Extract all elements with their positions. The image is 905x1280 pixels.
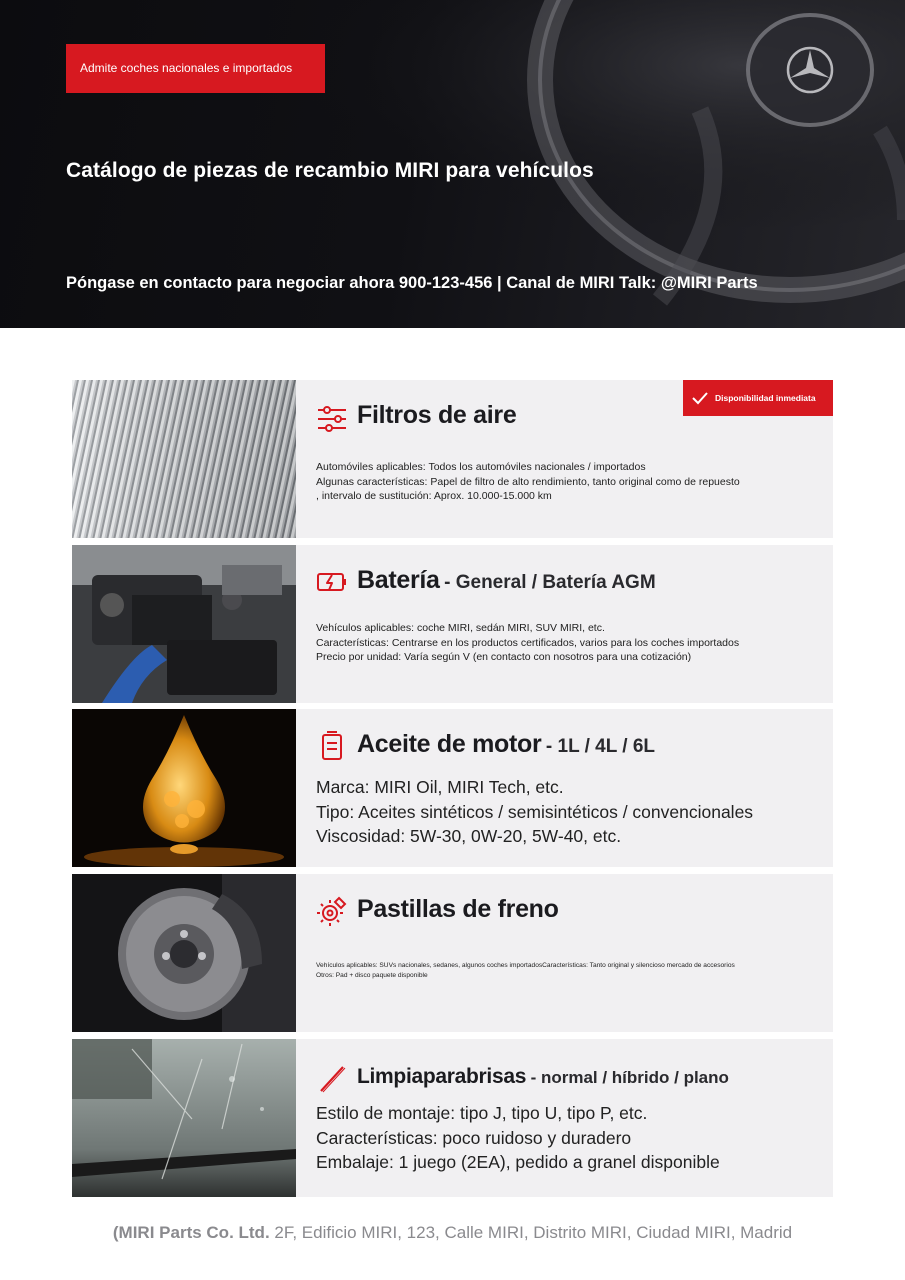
product-card-wipers <box>72 1039 833 1197</box>
availability-badge: Disponibilidad inmediata <box>683 380 833 416</box>
product-description: Automóviles aplicables: Todos los automóviles nacionales / importados Algunas características: Papel de filtro de alto rendimiento, tanto original como de repuesto , intervalo de sustitución: Aprox. 10.000-15.000 km <box>316 461 740 502</box>
product-title: Pastillas de freno <box>357 895 559 923</box>
company-name: (MIRI Parts Co. Ltd. <box>112 1223 270 1242</box>
product-description: Vehículos aplicables: coche MIRI, sedán MIRI, SUV MIRI, etc. Características: Centrarse en los productos certificados, varios para los coches importados Precio por unidad: Varía según V (en contacto con nosotros para una cotización) <box>316 622 740 663</box>
windshield-wiper-photo <box>72 1039 296 1197</box>
oil-can-icon <box>315 729 349 763</box>
sliders-icon <box>315 402 349 436</box>
air-filter-photo <box>72 380 296 538</box>
product-title: Aceite de motor - 1L / 4L / 6L <box>357 730 656 758</box>
oil-drop-photo <box>72 709 296 867</box>
product-description: Marca: MIRI Oil, MIRI Tech, etc. Tipo: Aceites sintéticos / semisintéticos / convencionales Viscosidad: 5W-30, 0W-20, 5W-40, etc. <box>316 777 754 846</box>
brake-disc-photo <box>72 874 296 1032</box>
product-title: Batería - General / Batería AGM <box>357 566 656 594</box>
product-card-air-filter <box>72 380 833 538</box>
product-card-brake-pads <box>72 874 833 1032</box>
product-title: Filtros de aire <box>357 401 517 429</box>
product-description: Vehículos aplicables: SUVs nacionales, sedanes, algunos coches importadosCaracterísticas: Tanto original y silencioso mercado de accesorios Otros: Pad + disco paquete disponible <box>316 962 735 979</box>
footer-address <box>0 1223 905 1243</box>
product-card-battery <box>72 545 833 703</box>
hero-badge: Admite coches nacionales e importados <box>66 44 325 93</box>
address-text: 2F, Edificio MIRI, 123, Calle MIRI, Distrito MIRI, Ciudad MIRI, Madrid <box>274 1223 793 1242</box>
gear-wrench-icon <box>315 894 349 928</box>
hero-banner <box>0 0 905 328</box>
page-title: Catálogo de piezas de recambio MIRI para vehículos <box>66 159 594 182</box>
contact-line: Póngase en contacto para negociar ahora 900-123-456 | Canal de MIRI Talk: @MIRI Parts <box>66 274 758 292</box>
product-card-engine-oil <box>72 709 833 867</box>
wiper-blade-icon <box>315 1061 349 1095</box>
product-title: Limpiaparabrisas - normal / híbrido / plano <box>357 1065 729 1088</box>
product-description: Estilo de montaje: tipo J, tipo U, tipo P, etc. Características: poco ruidoso y duradero Embalaje: 1 juego (2EA), pedido a granel disponible <box>316 1103 720 1172</box>
battery-charging-icon <box>315 565 349 599</box>
battery-engine-photo <box>72 545 296 703</box>
checkmark-icon <box>691 389 709 407</box>
